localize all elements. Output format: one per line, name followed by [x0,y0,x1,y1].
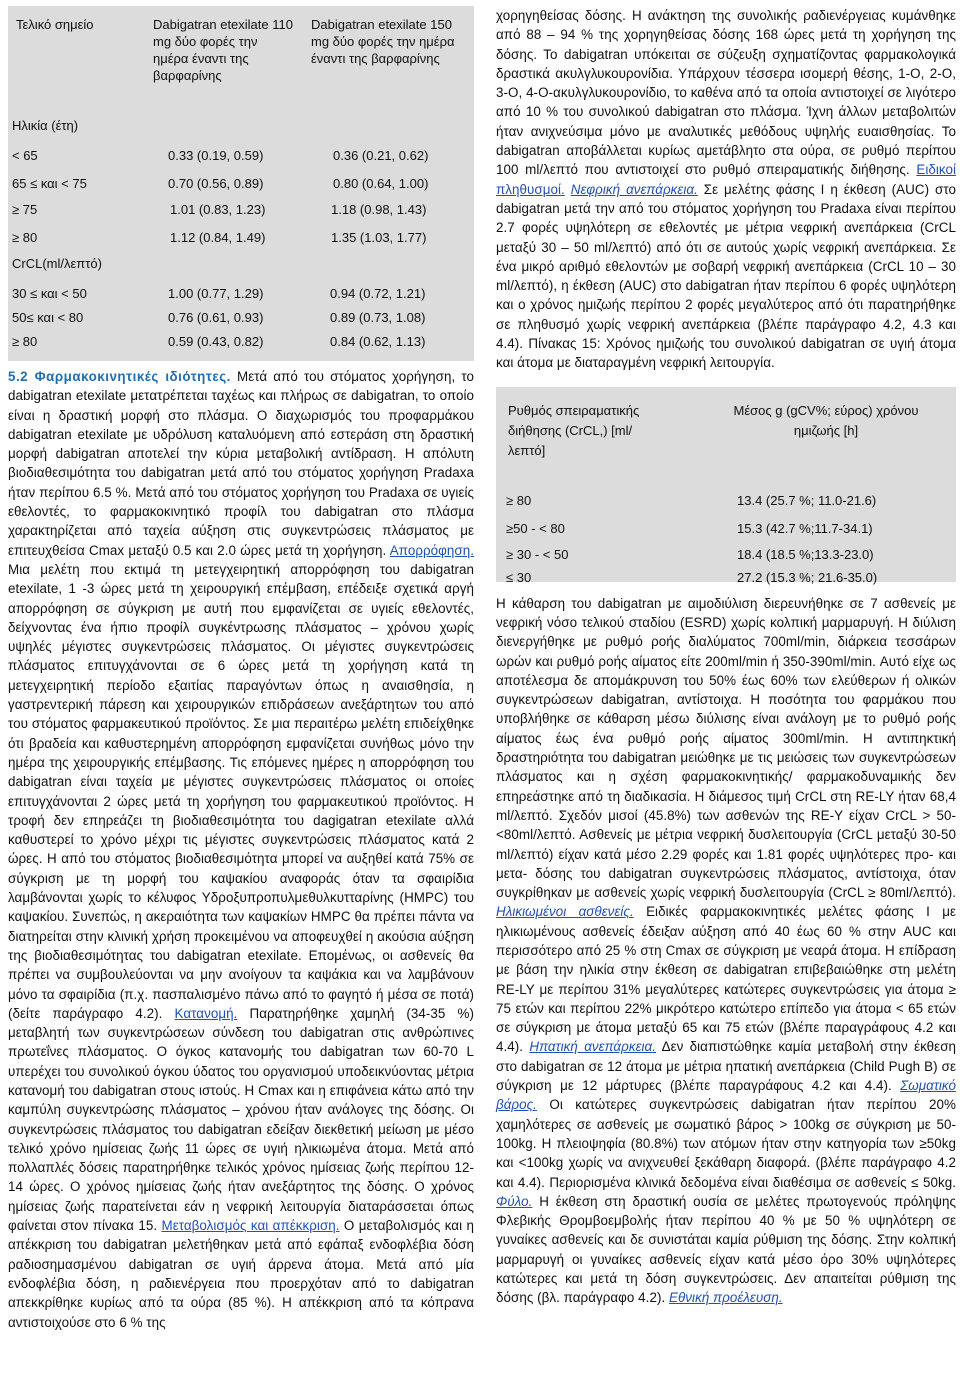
ethnic-origin-link[interactable]: Εθνική προέλευση. [669,1290,783,1306]
table-row: ≥ 80 13.4 (25.7 %; 11.0-21.6) [506,492,877,508]
t1-col3-header: Dabigatran etexilate 150 mg δύο φορές την ημέρα έναντι της βαρφαρίνης [311,17,455,66]
table-row: ≤ 30 27.2 (15.3 %; 21.6-35.0) [506,569,878,585]
absorption-link[interactable]: Απορρόφηση. [389,542,474,558]
paragraph: Ο μεταβολισμός και η απέκκριση του dabigatran μελετήθηκαν μετά από εφάπαξ ενδοφλέβια δόση ραδιοσημασμένου dabigatran σε υγιή άρρενα άτομα. Μετά από μία ενδοφλέβια δόση, η ραδιενέργεια που προερχόταν από το dabigatran απεκκρίθηκε κυρίως από τα ούρα (85 %). Η απέκκριση από τα κόπρανα αντιστοιχούσε στο 6 % της [8,1218,474,1330]
table-row: < 65 0.33 (0.19, 0.59) 0.36 (0.21, 0.62) [12,148,429,163]
paragraph: Σε μελέτης φάσης I η έκθεση (AUC) στο dabigatran μετά την από του στόματος χορήγηση του Pradaxa είναι περίπου 2.7 φορές υψηλότερη σε εθελοντές με μέτρια νεφρική ανεπάρκεια (CrCL μεταξύ 30 – 50 ml/λεπτό) από ότι σε αυτούς χωρίς νεφρική ανεπάρκεια. Σε ένα μικρό αριθμό εθελοντών με σοβαρή νεφρική ανεπάρκεια (CrCL 10 – 30 ml/λεπτό), η έκθεση (AUC) στο dabigatran ήταν περίπου 6 φορές υψηλότερη και ο χρόνος ημιζωής περίπου 2 φορές μεγαλύτερος από ότι παρατηρήθηκε σε πληθυσμό χωρίς νεφρική ανεπάρκεια (βλέπε παράγραφο 4.2, 4.3 και 4.4). Πίνακας 15: Χρόνος ημιζωής του συνολικού dabigatran σε υγιή άτομα και άτομα με διαταραγμένη νεφρική λειτουργία. [496,181,956,371]
left-column [8,6,474,1332]
paragraph-block [496,6,956,373]
t2-col2-header: Μέσος g (gCV%; εύρος) χρόνου ημιζωής [h] [733,402,919,438]
paragraph: Δεν διαπιστώθηκε καμία μεταβολή στην έκθεση στο dabigatran σε 12 άτομα με μέτρια ηπατική ανεπάρκεια (Child Pugh B) σε σύγκριση με 12 μάρτυρες (βλέπε παραγράφους 4.2 και 4.4). [496,1039,957,1094]
table-row: ≥50 - < 80 15.3 (42.7 %;11.7-34.1) [506,520,873,536]
t1-crcl-section: CrCL(ml/λεπτό) [12,256,102,271]
t1-age-section: Ηλικία (έτη) [12,118,79,133]
paragraph: χορηγηθείσας δόσης. Η ανάκτηση της συνολικής ραδιενέργειας κυμάνθηκε από 88 – 94 % της χορηγηθείσας δόσης 168 ώρες μετά τη χορήγηση της δόσης. Το dabigatran υπόκειται σε σύζευξη σχηματίζοντας φαρμακολογικά δραστικά ακυλγλυκουρονίδια. Υπάρχουν τέσσερα ισομερή θέσης, 1-O, 2-O, 3-O, 4-O-ακυλγλυκουρονίδιο, το καθένα από τα οποία αντιστοιχεί σε λιγότερο από 10 % του συνολικού dabigatran στο πλάσμα. Ίχνη άλλων μεταβολιτών ήταν ανιχνεύσιμα μόνο με αναλυτικές μεθόδους υψηλής ευαισθησίας. Το dabigatran αποβάλλεται κυρίως αμετάβλητο στα ούρα, σε ρυθμό περίπου 100 ml/λεπτό που αντιστοιχεί στο ρυθμό σπειραματικής διήθησης. [496,8,956,178]
pk-section [8,367,474,1332]
sex-link[interactable]: Φύλο. [496,1193,533,1209]
paragraph: Παρατηρήθηκε χαμηλή (34-35 %) μεταβλητή των συγκεντρώσεων σύνδεση του dabigatran στις ανθρώπινες πρωτεΐνες πλάσματος. Ο όγκος κατανομής του dabigatran των 60-70 L υπερέχει του συνολικού όγκου ύδατος του οργανισμού υποδεικνύοντας μέτρια κατανομή του dabigatran στους ιστούς. Η Cmax και η επιφάνεια κάτω από την καμπύλη συγκεντρώσης πλάσματος – χρόνου ήταν ανάλογες της δόσης. Οι συγκεντρώσεις πλάσματος του dabigatran εδείξαν διεκθετική μείωση με μέσο τελικό χρόνο ημίσειας ζωής 11 ώρες σε υγιή ηλικιωμένα άτομα. Μετά από πολλαπλές δόσεις παρατηρήθηκε τελικός χρόνος ημίσειας ζωής περίπου 12-14 ώρες. Ο χρόνος ημίσειας ζωής ήταν ανεξάρτητος της δόσης. Ο χρόνος ημίσειας ζωής παρατείνεται εάν η νεφρική λειτουργία διαταράσσεται όπως φαίνεται στον πίνακα 15. [8,1005,474,1234]
special-populations-link[interactable]: Ειδικοί πληθυσμοί. [496,162,956,197]
paragraph: Η έκθεση στη δραστική ουσία σε μελέτες πρωτογενούς πρόληψης Φλεβικής Θρομβοεμβολής ήταν περίπου 40 % με 50 % υψηλότερη σε γυναίκες ασθενείς και δε συνιστάται καμία ρύθμιση της δόσης. Στην κολπική μαρμαρυγή οι γυναίκες ασθενείς είχαν κατά μέσο όρο 30% υψηλότερες κατώτερες και μετά τη δόση συγκεντρώσεις. Δεν απαιτείται ρύθμιση της δόσης (βλ. παράγραφο 4.2). [496,1193,957,1306]
hepatic-impairment-link[interactable]: Ηπατική ανεπάρκεια. [529,1039,656,1055]
table-row: ≥ 75 1.01 (0.83, 1.23) 1.18 (0.98, 1.43) [12,202,427,217]
t2-col1-header: Ρυθμός σπειραματικής διήθησης (CrCL,) [ml/λεπτό] [508,402,640,458]
table-row: ≥ 80 0.59 (0.43, 0.82) 0.84 (0.62, 1.13) [12,334,426,349]
paragraph: Η κάθαρση του dabigatran με αιμοδιύλιση διερευνήθηκε σε 7 ασθενείς με νεφρική νόσο τελικού σταδίου (ESRD) χωρίς κολπική μαρμαρυγή. Η διύλιση διενεργήθηκε με ρυθμό ροής διαλύματος 700ml/min, διάρκεια τεσσάρων ωρών και ρυθμό ροής αίματος είτε 200ml/min ή 350-390ml/min. Αυτό είχε ως αποτέλεσμα δε απομάκρυνση του 50% έως 60% των ελεύθερων ή ολικών συγκεντρώσεων dabigatran, αντίστοιχα. Η ποσότητα του φαρμάκου που υποβλήθηκε σε κάθαρση μέσω διύλισης είναι ανάλογη με το ρυθμό ροής αίματος έως ένα ρυθμό ροής αίματος 300ml/min. Η αντιπηκτική δραστηριότητα του dabigatran μειώθηκε με τις μειώσεις των συγκεντρώσεων πλάσματος και η σχέση φαρμακοκινητικής/ φαρμακοδυναμικής δεν επηρεάστηκε από τη διαδικασία. Η διάμεσος τιμή CrCL στη RE-LY ήταν 68,4 ml/λεπτό. Σχεδόν μισοί (45.8%) των ασθενών της RE-Y είχαν CrCL > 50- <80ml/λεπτό. Ασθενείς με μέτρια νεφρική δυσλειτουργία (CrCL μεταξύ 30-50 ml/λεπτό) είχαν κατά μέσο 2.29 φορές και 1.81 φορές υψηλότερες προ- και μετα- δόσης του dabigatran συγκεντρώσεις πλάσματος, αντίστοιχα, όταν συγκρίθηκαν με ασθενείς χωρίς νεφρική δυσλειτουργία (CrCL ≥ 80ml/λεπτό). [496,595,956,901]
t1-col1-header: Τελικό σημείο [16,17,94,32]
paragraph: Μια μελέτη που εκτιμά τη μετεγχειρητική απορρόφηση του dabigatran etexilate, 1 -3 ώρες μετά τη χειρουργική επέμβαση, επέδειξε σχετικά αργή απορρόφηση σε σύγκριση με αυτή που εμφανίζεται σε υγιείς εθελοντές, δείχνοντας ένα ήπιο προφίλ συγκέντρωσης πλάσματος – χρόνου χωρίς υψηλές μέγιστες συγκεντρώσεις πλάσματος. Οι μέγιστες συγκεντρώσεις πλάσματος επιτυγχάνονται σε 6 ώρες μετά τη χορήγηση κατά τη μετεγχειρητική περίοδο εξαιτίας παραγόντων όπως η αναισθησία, η γαστρεντερική πάρεση και χειρουργικών επιδράσεων ανεξάρτητων του από του στόματος φαρμακευτικού προϊόντος. Σε μια περαιτέρω μελέτη επιδείχθηκε ότι βραδεία και καθυστερημένη απορρόφηση εμφανίζεται συνήθως μόνο την ημέρα της χειρουργικής επέμβασης. Τις επόμενες ημέρες η απορρόφηση του dabigatran είναι ταχεία με μέγιστες συγκεντρώσεις πλάσματος οι οποίες επιτυγχάνονται 2 ώρες μετά τη χορήγηση του φαρμακευτικού προϊόντος. Η τροφή δεν επηρεάζει τη βιοδιαθεσιμότητα του dagigatran etexilate αλλά καθυστερεί το χρόνο μέχρι τις μέγιστες συγκεντρώσεις πλάσματος κατά 2 ώρες. Η από του στόματος βιοδιαθεσιμότητα μπορεί να αυξηθεί κατά 75% σε σύγκριση με τη μορφή του καψακίου αναφοράς όταν τα σφαιρίδια λαμβάνονται χωρίς το κέλυφος Υδροξυπροπυλμεθυλκυτταρίνης (HMPC) του καψακίου. Συνεπώς, η ακεραιότητα των καψακίων HMPC θα πρέπει πάντα να διατηρείται στην κλινική χρήση προκειμένου να αποφευχθεί η ακούσια αύξηση της βιοδιαθεσιμότητας του dabigatran etexilate. Επομένως, οι ασθενείς θα πρέπει να συμβουλεύονται να μην ανοίγουν τα καψάκια και να λαμβάνουν μόνο τα σφαιρίδια (π.χ. πασπαλισμένο πάνω από το φαγητό ή μέσα σε ποτά) (δείτε παράγραφο 4.2). [8,561,474,1021]
paragraph: Μετά από του στόματος χορήγηση, το dabigatran etexilate μετατρέπεται ταχέως και πλήρως σε dabigatran, το οποίο είναι η δραστική μορφή στο πλάσμα. Ο διαχωρισμός του προφαρμάκου dabigatran etexilate με υδρόλυση καταλυόμενη από εστεράση στη δραστική μορφή dabigatran αποτελεί την κύρια μεταβολική αντίδραση. Η απόλυτη βιοδιαθεσιμότητα του dabigatran μετά από του στόματος χορήγηση Pradaxa ήταν περίπου 6.5 %. Μετά από του στόματος χορήγηση του Pradaxa σε υγιείς εθελοντές, το φαρμακοκινητικό προφίλ του dabigatran στο πλάσμα χαρακτηρίζεται από ταχεία αύξηση στις συγκεντρώσεις πλάσματος με επιτευχθείσα Cmax μεταξύ 0.5 και 2.0 ώρες μετά τη χορήγηση. [8,369,474,558]
distribution-link[interactable]: Κατανομή. [174,1005,238,1021]
elderly-link[interactable]: Ηλικιωμένοι ασθενείς. [496,904,634,920]
half-life-table [496,387,956,585]
t1-col2-header: Dabigatran etexilate 110 mg δύο φορές την ημέρα έναντι της βαρφαρίνης [153,17,293,83]
subgroup-table [8,6,474,361]
paragraph: Ειδικές φαρμακοκινητικές μελέτες φάσης I με ηλικιωμένους ασθενείς έδειξαν αύξηση από 40 έως 60 % στην AUC και περισσότερο από 25 % στη Cmax σε σύγκριση με νεαρά άτομα. Η επίδραση με βάση την ηλικία στην έκθεση σε dabigatran επιβεβαιώθηκε στη μελέτη RE-LY με περίπου 31% μεγαλύτερες κατώτερες συγκεντρώσεις για άτομα ≥ 75 ετών και περίπου 22% μικρότερο κατώτερο επίπεδο για άτομα < 65 ετών σε σύγκριση με άτομα μεταξύ 65 και 75 ετών (βλέπε παραγράφους 4.2 και 4.4). [496,904,957,1055]
metabolism-link[interactable]: Μεταβολισμός και απέκκριση. [161,1218,340,1234]
table-row: 65 ≤ και < 75 0.70 (0.56, 0.89) 0.80 (0.64, 1.00) [12,176,429,191]
paragraph-block [496,594,956,1308]
table-row: 30 ≤ και < 50 1.00 (0.77, 1.29) 0.94 (0.72, 1.21) [12,286,426,301]
section-heading: 5.2 Φαρμακοκινητικές ιδιότητες. [8,369,231,384]
table-row: ≥ 30 - < 50 18.4 (18.5 %;13.3-23.0) [506,546,874,562]
table-row: 50≤ και < 80 0.76 (0.61, 0.93) 0.89 (0.73, 1.08) [12,310,426,325]
paragraph: Οι κατώτερες συγκεντρώσεις dabigatran ήταν περίπου 20% χαμηλότερες σε ασθενείς με σωματικό βάρος > 100kg σε σύγκριση με 50-100kg. Η πλειοψηφία (80.8%) των ατόμων ήταν στην κατηγορία των ≥50kg και <100kg χωρίς να ανιχνευθεί ξεκάθαρη διαφορά. (βλέπε παράγραφο 4.2 και 4.4). Περιορισμένα κλινικά δεδομένα είναι διαθέσιμα σε ασθενείς ≤ 50kg. [496,1097,956,1190]
body-weight-link[interactable]: Σωματικό βάρος. [496,1078,956,1113]
right-column [496,6,956,1308]
renal-impairment-link[interactable]: Νεφρική ανεπάρκεια. [570,181,698,197]
table-row: ≥ 80 1.12 (0.84, 1.49) 1.35 (1.03, 1.77) [12,230,427,245]
